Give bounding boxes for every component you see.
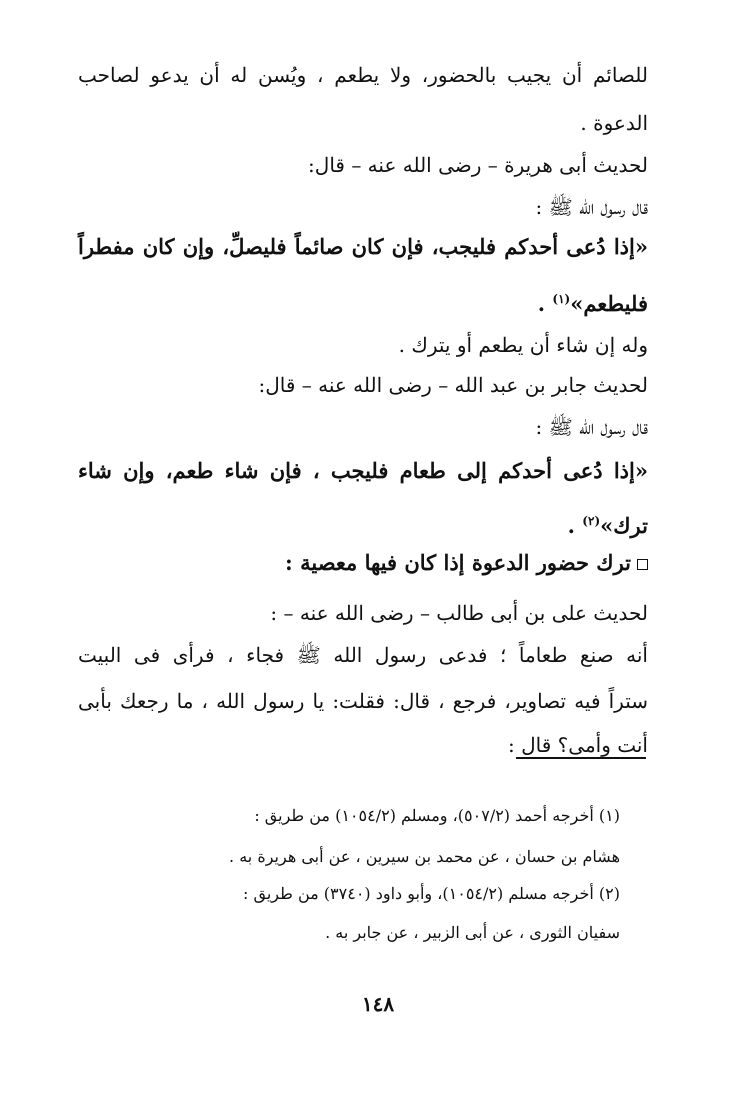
hadith-line: [78, 284, 648, 319]
text-line: أنه صنع طعاماً ؛ فدعى رسول الله ﷺ فجاء ، فرأى فى البيت: [78, 643, 648, 667]
footnote-line: هشام بن حسان ، عن محمد بن سيرين ، عن أبى هريرة به .: [229, 847, 620, 866]
footnote-line: (٢) أخرجه مسلم (١٠٥٤/٢)، وأبو داود (٣٧٤٠) من طريق :: [243, 884, 620, 903]
hadith-line: «إذا دُعى أحدكم فليجب، فإن كان صائماً فليصلِّ، وإن كان مفطراً: [78, 234, 648, 259]
text-line: قال رسول الله ﷺ :: [535, 415, 648, 439]
hadith-text: ترك»: [600, 513, 648, 538]
section-heading: [78, 548, 648, 578]
text-line: الدعوة .: [580, 111, 648, 135]
text-line: لحديث أبى هريرة – رضى الله عنه – قال:: [308, 153, 648, 177]
text-line: للصائم أن يجيب بالحضور، ولا يطعم ، ويُسن له أن يدعو لصاحب: [78, 63, 648, 87]
hadith-line: [78, 506, 648, 541]
text-line: لحديث على بن أبى طالب – رضى الله عنه – :: [270, 601, 648, 625]
hadith-text: فليطعم»: [570, 291, 648, 316]
hadith-line: «إذا دُعى أحدكم إلى طعام فليجب ، فإن شاء طعم، وإن شاء: [78, 458, 648, 483]
square-bullet-icon: [637, 559, 648, 570]
footnote-line: سفيان الثورى ، عن أبى الزبير ، عن جابر به .: [325, 923, 620, 942]
text-punct: .: [567, 513, 583, 538]
footnote-line: (١) أخرجه أحمد (٥٠٧/٢)، ومسلم (١٠٥٤/٢) من طريق :: [254, 806, 620, 825]
footnote-ref: (٢): [582, 514, 601, 528]
text-line: أنت وأمى؟ قال :: [508, 733, 648, 757]
page-number: ١٤٨: [361, 992, 395, 1016]
footnote-ref: (١): [552, 292, 571, 306]
text-line: وله إن شاء أن يطعم أو يترك .: [398, 333, 648, 357]
text-line: لحديث جابر بن عبد الله – رضى الله عنه – قال:: [258, 373, 648, 397]
text-line: قال رسول الله ﷺ :: [535, 195, 648, 219]
text-line: ستراً فيه تصاوير، فرجع ، قال: فقلت: يا رسول الله ، ما رجعك بأبى: [78, 689, 649, 713]
footnote-divider: [516, 757, 646, 759]
text-punct: .: [537, 291, 553, 316]
section-heading-text: ترك حضور الدعوة إذا كان فيها معصية :: [285, 550, 631, 575]
